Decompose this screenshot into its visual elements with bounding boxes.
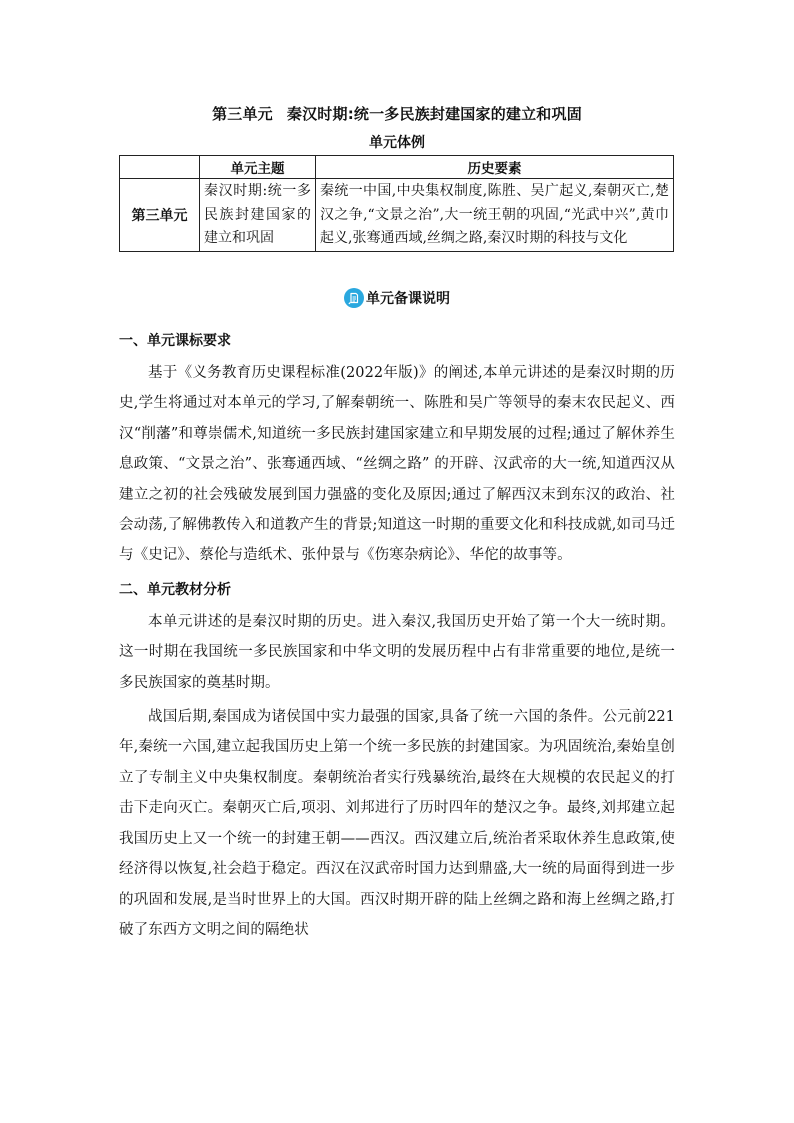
lesson-plan-icon	[344, 288, 364, 308]
lesson-prep-heading-text: 单元备课说明	[366, 291, 450, 307]
lesson-plan-icon-graphic	[347, 291, 361, 305]
document-title-text: 秦汉时期:统一多民族封建国家的建立和巩固	[286, 105, 582, 123]
table-header-elements: 历史要素	[316, 156, 674, 179]
section-heading-textbook: 二、单元教材分析	[119, 581, 231, 598]
unit-structure-table	[119, 155, 674, 252]
paragraph: 战国后期,秦国成为诸侯国中实力最强的国家,具备了统一六国的条件。公元前221年,秦统一六国,建立起我国历史上第一个统一多民族的封建国家。为巩固统治,秦始皇创立了专制主义中央集权制度。秦朝统治者实行残暴统治,最终在大规模的农民起义的打击下走向灭亡。秦朝灭亡后,项羽、刘邦进行了历时四年的楚汉之争。最终,刘邦建立起我国历史上又一个统一的封建王朝——西汉。西汉建立后,统治者采取休养生息政策,使经济得以恢复,社会趋于稳定。西汉在汉武帝时国力达到鼎盛,大一统的局面得到进一步的巩固和发展,是当时世界上的大国。西汉时期开辟的陆上丝绸之路和海上丝绸之路,打破了东西方文明之间的隔绝状	[119, 709, 675, 938]
paragraph: 基于《义务教育历史课程标准(2022年版)》的阐述,本单元讲述的是秦汉时期的历史,学生将通过对本单元的学习,了解秦朝统一、陈胜和吴广等领导的秦末农民起义、西汉“削藩”和尊崇儒术,知道统一多民族封建国家建立和早期发展的过程;通过了解休养生息政策、“文景之治”、张骞通西域、“丝绸之路” 的开辟、汉武帝的大一统,知道西汉从建立之初的社会残破发展到国力强盛的变化及原因;通过了解西汉末到东汉的政治、社会动荡,了解佛教传入和道教产生的背景;知道这一时期的重要文化和科技成就,如司马迁与《史记》、蔡伦与造纸术、张仲景与《伤寒杂病论》、华佗的故事等。	[119, 365, 675, 564]
paragraph: 本单元讲述的是秦汉时期的历史。进入秦汉,我国历史开始了第一个大一统时期。这一时期在我国统一多民族国家和中华文明的发展历程中占有非常重要的地位,是统一多民族国家的奠基时期。	[119, 613, 675, 691]
document-title-unit: 第三单元	[212, 105, 273, 123]
table-cell-theme: 秦汉时期:统一多民族封建国家的建立和巩固	[200, 179, 316, 252]
table-header-row	[120, 156, 674, 179]
table-cell-unit: 第三单元	[120, 179, 200, 252]
document-title	[0, 104, 794, 124]
table-cell-elements: 秦统一中国,中央集权制度,陈胜、吴广起义,秦朝灭亡,楚汉之争,“文景之治”,大一统王朝的巩固,“光武中兴”,黄巾起义,张骞通西域,丝绸之路,秦汉时期的科技与文化	[316, 179, 674, 252]
lesson-prep-heading	[0, 285, 794, 311]
table-header-blank	[120, 156, 200, 179]
main-content	[119, 326, 675, 945]
section-heading-curriculum: 一、单元课标要求	[119, 333, 231, 349]
table-row	[120, 179, 674, 252]
table-header-theme: 单元主题	[200, 156, 316, 179]
table-caption: 单元体例	[369, 135, 425, 151]
